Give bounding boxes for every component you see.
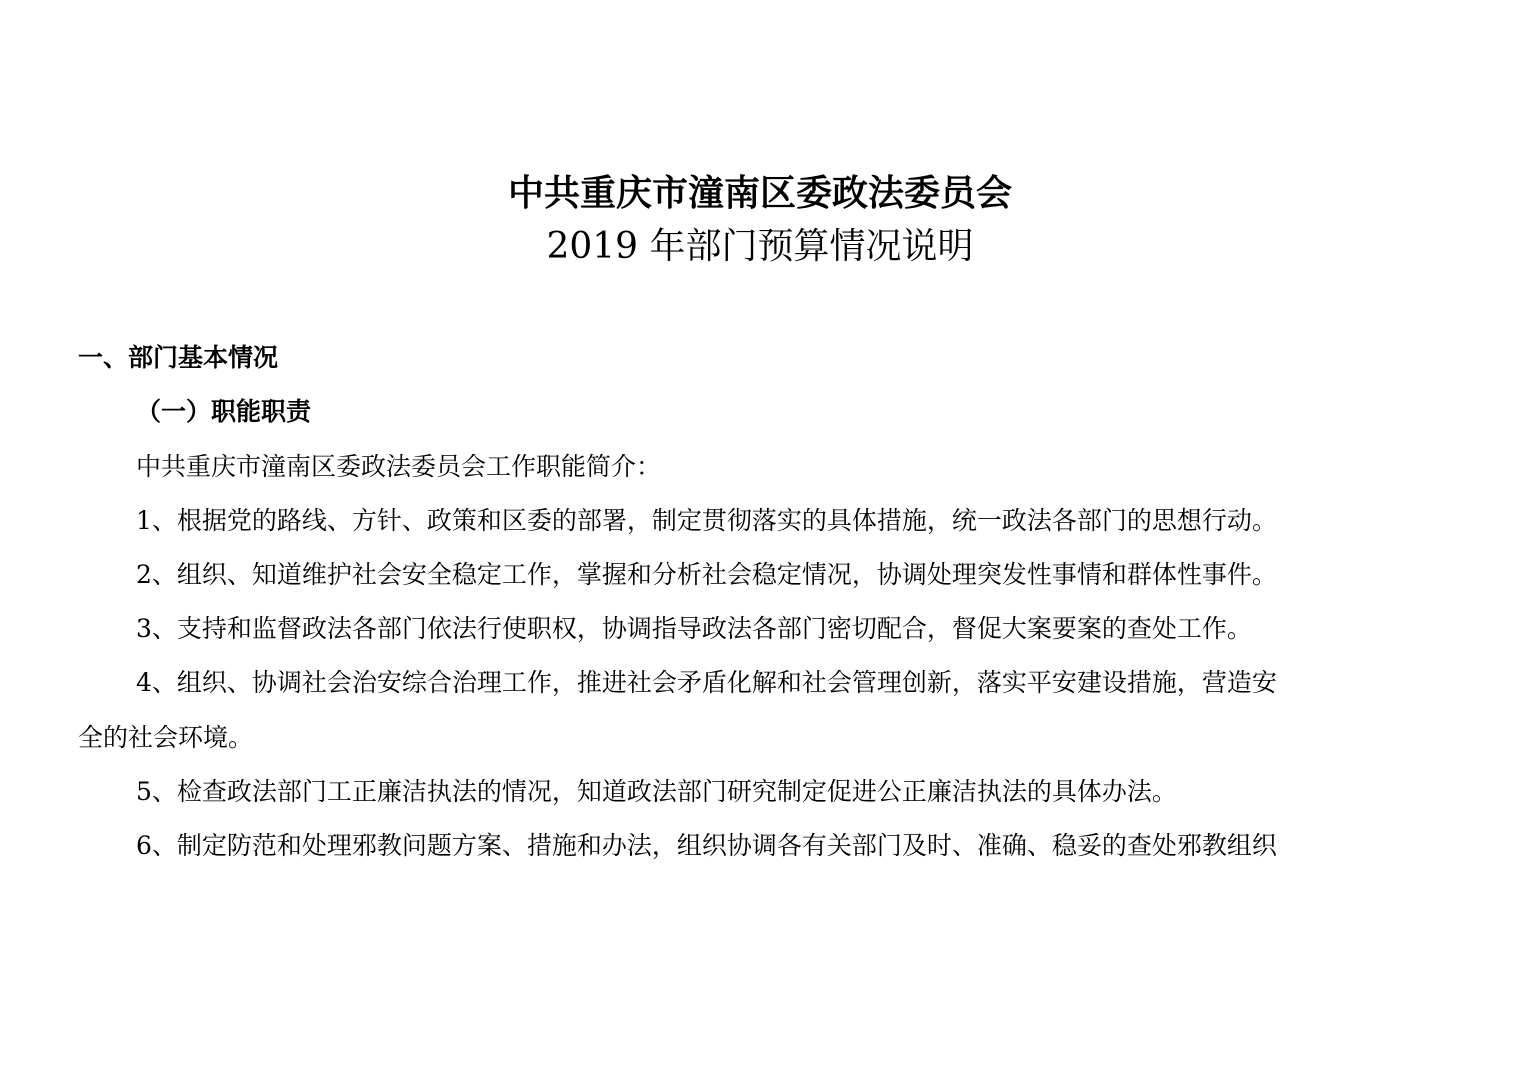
document-title: 中共重庆市潼南区委政法委员会 bbox=[507, 172, 1012, 214]
duty-item-4-continued: 全的社会环境。 bbox=[78, 723, 254, 752]
document-subtitle: 2019 年部门预算情况说明 bbox=[546, 226, 974, 267]
duty-item-6: 6、制定防范和处理邪教问题方案、措施和办法，组织协调各有关部门及时、准确、稳妥的查处邪教组织 bbox=[136, 831, 1277, 860]
section-heading: 一、部门基本情况 bbox=[78, 343, 279, 372]
duty-item-1: 1、根据党的路线、方针、政策和区委的部署，制定贯彻落实的具体措施，统一政法各部门的思想行动。 bbox=[136, 506, 1277, 535]
intro-paragraph: 中共重庆市潼南区委政法委员会工作职能简介： bbox=[136, 452, 662, 481]
duty-item-3: 3、支持和监督政法各部门依法行使职权，协调指导政法各部门密切配合，督促大案要案的查处工作。 bbox=[136, 614, 1252, 643]
duty-item-2: 2、组织、知道维护社会安全稳定工作，掌握和分析社会稳定情况，协调处理突发性事情和群体性事件。 bbox=[136, 560, 1277, 589]
subsection-heading: （一）职能职责 bbox=[136, 397, 312, 426]
duty-item-5: 5、检查政法部门工正廉洁执法的情况，知道政法部门研究制定促进公正廉洁执法的具体办法。 bbox=[136, 777, 1177, 806]
duty-item-4: 4、组织、协调社会治安综合治理工作，推进社会矛盾化解和社会管理创新，落实平安建设措施，营造安 bbox=[136, 668, 1277, 697]
